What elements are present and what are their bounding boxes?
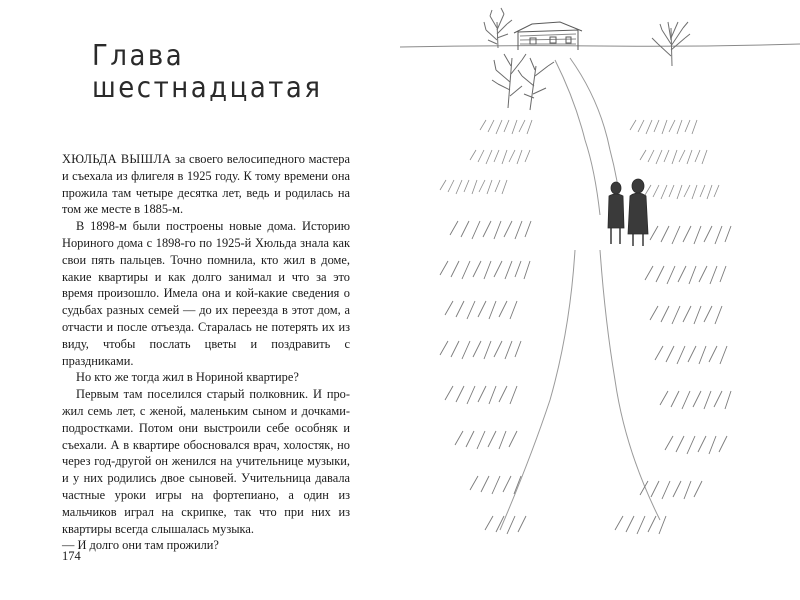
paragraph-lead: ХЮЛЬДА ВЫШЛА: [62, 152, 172, 166]
tree-icon: [652, 22, 690, 66]
paragraph-3: Но кто же тогда жил в Нориной квартире?: [76, 370, 299, 385]
road: [500, 58, 660, 530]
snow-field-hatching: [440, 221, 731, 534]
page-number: 174: [62, 549, 81, 563]
paragraph-5: — И долго они там прожили?: [62, 538, 219, 553]
snow-field-hatching: [440, 120, 719, 199]
paragraph-4: Первым там поселился старый полковник. И прожил семь лет, с женой, маленьким сыном и дочками-подростками. Потом они выстроили себе особняк и съехали. А в квартире обосновался врач, холостяк, но через год-другой он женился на учительнице музыки, и у них родились двое сыновей. Учительница давала частные уроки игры на фортепиано, а один из мальчиков играл на скрипке, так что при них из квартиры всегда слышалась музыка.: [62, 387, 350, 536]
tree-icon: [492, 54, 554, 110]
horizon-line: [400, 44, 800, 47]
chapter-title: Глава шестнадцатая: [92, 40, 323, 105]
right-page: [400, 0, 800, 600]
winter-landscape-illustration: [400, 0, 800, 600]
couple-figures: [608, 179, 648, 246]
paragraph-2: В 1898-м были построены новые дома. Историю Нориного дома с 1898-го по 1925-й Хюльда знала как свои пять пальцев. Точно помнила, кто жил в доме, какие квартиры и как долго занимал и что за это время произошло. Имела она и кой-какие сведения о судьбах разных семей — до их переезда в этот дом, а отчасти и после отъезда. Старалась не потерять их из виду, чтобы послать цветы и поздравить с праздниками.: [62, 219, 350, 368]
body-text: [62, 151, 350, 554]
paragraph-text: за своего велосипедного мастера и съехала из флигеля в 1925 году. К тому времени она прожила там четыре десятка лет, ведь и родилась на том же месте в 1885-м.: [62, 152, 350, 217]
paragraph-1: [62, 151, 350, 218]
tree-icon: [484, 8, 512, 48]
